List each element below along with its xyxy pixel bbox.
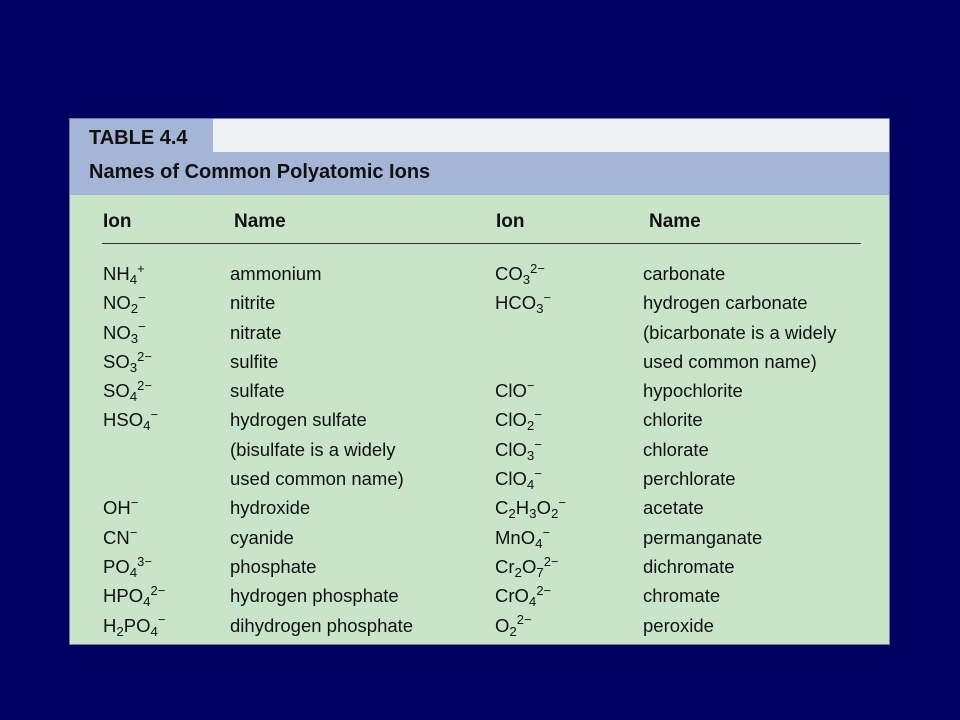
formula-part: NO (103, 292, 131, 314)
left-ion-name: cyanide (230, 526, 294, 548)
right-ion-formula (495, 376, 566, 405)
table-number: TABLE 4.4 (70, 119, 213, 153)
formula-part: − (157, 612, 166, 628)
left-ion-formula (103, 552, 165, 581)
formula-part: 4 (526, 477, 535, 493)
formula-part: − (558, 495, 566, 511)
left-ion-name: hydrogen phosphate (230, 585, 399, 607)
formula-part: − (534, 465, 542, 481)
formula-part: 4 (528, 594, 537, 610)
left-ion-formula (103, 493, 165, 522)
formula-part: − (534, 407, 542, 423)
left-ion-name: sulfate (230, 380, 285, 402)
formula-part: − (543, 290, 552, 306)
right-ion-name: chromate (643, 585, 721, 607)
formula-part: SO (103, 350, 130, 372)
formula-part: C (495, 497, 509, 519)
left-ion-formula (103, 376, 165, 405)
formula-part: ClO (495, 409, 527, 431)
formula-part: H (103, 614, 117, 636)
right-ion-name: perchlorate (643, 468, 736, 490)
right-ion-name: hydrogen carbonate (643, 292, 808, 314)
formula-part: 2− (530, 260, 545, 276)
formula-part: O (536, 497, 551, 519)
formula-part: CN (103, 526, 130, 548)
formula-part: HSO (103, 409, 144, 431)
row-spacer (495, 318, 566, 347)
formula-part: + (137, 260, 145, 276)
formula-part: 2 (526, 418, 535, 434)
formula-part: − (150, 407, 159, 423)
right-ion-formula (495, 611, 566, 640)
right-ion-formula (495, 493, 566, 522)
right-ion-formula (495, 523, 566, 552)
formula-part: 4 (129, 271, 138, 287)
left-ion-name: hydrogen sulfate (230, 409, 367, 431)
left-ion-formula (103, 288, 165, 317)
left-ion-name: phosphate (230, 555, 317, 577)
formula-part: OH (103, 497, 131, 519)
formula-part: 2− (137, 348, 152, 364)
formula-part: 2 (508, 506, 516, 522)
right-ion-formula (495, 464, 566, 493)
formula-part: 3− (137, 553, 152, 569)
formula-part: O (521, 555, 537, 577)
right-ion-formula (495, 552, 566, 581)
formula-part: PO (103, 555, 130, 577)
left-ion-formula (103, 259, 165, 288)
header-name-right: Name (649, 211, 701, 232)
left-ion-formula (103, 318, 165, 347)
left-ion-name: used common name) (230, 468, 404, 490)
right-ion-formula (495, 405, 566, 434)
left-ion-name: nitrate (230, 321, 282, 343)
right-ion-name: hypochlorite (643, 380, 743, 402)
right-ion-name: used common name) (643, 350, 817, 372)
header-ion-right: Ion (496, 211, 525, 232)
left-ion-name: (bisulfate is a widely (230, 438, 396, 460)
right-ion-name: peroxide (643, 614, 714, 636)
left-ion-column (103, 259, 165, 640)
formula-part: NH (103, 263, 130, 284)
left-ion-formula (103, 405, 165, 434)
left-name-column (230, 259, 413, 640)
right-ion-name: chlorite (643, 409, 703, 431)
formula-part: H (515, 497, 530, 519)
formula-part: MnO (495, 526, 536, 548)
tab-notch (213, 119, 889, 152)
right-ion-formula (495, 288, 566, 317)
left-ion-formula (103, 611, 165, 640)
formula-part: − (542, 524, 551, 540)
formula-part: CrO (495, 585, 529, 607)
formula-part: 2 (130, 301, 139, 317)
formula-part: − (526, 378, 535, 394)
formula-part: 3 (529, 506, 537, 522)
formula-part: 2− (150, 583, 166, 599)
left-ion-formula (103, 581, 165, 610)
formula-part: 2 (550, 506, 559, 522)
formula-part: PO (123, 614, 151, 636)
formula-part: 4 (129, 564, 138, 580)
formula-part: 3 (522, 271, 531, 287)
formula-part: 2 (509, 623, 517, 639)
left-ion-formula (103, 523, 165, 552)
left-ion-name: ammonium (230, 263, 322, 284)
formula-part: 2 (116, 623, 124, 639)
left-ion-name: hydroxide (230, 497, 311, 519)
formula-part: 3 (536, 301, 544, 317)
formula-part: ClO (495, 438, 527, 460)
right-ion-name: dichromate (643, 555, 735, 577)
right-ion-name: permanganate (643, 526, 763, 548)
right-ion-name: acetate (643, 497, 704, 519)
left-ion-name: dihydrogen phosphate (230, 614, 414, 636)
header-ion-left: Ion (103, 211, 132, 232)
right-ion-formula (495, 581, 566, 610)
formula-part: − (129, 524, 138, 540)
table-panel (69, 118, 890, 645)
formula-part: 3 (526, 447, 535, 463)
formula-part: HCO (495, 292, 537, 314)
formula-part: 2− (137, 378, 152, 394)
header-rule (102, 243, 861, 244)
right-ion-formula (495, 259, 566, 288)
formula-part: NO (103, 321, 131, 343)
right-ion-column (495, 259, 566, 640)
left-ion-formula (103, 347, 165, 376)
row-spacer (495, 347, 566, 376)
right-ion-name: chlorate (643, 438, 709, 460)
formula-part: 7 (536, 564, 544, 580)
formula-part: − (130, 495, 139, 511)
row-spacer (103, 435, 165, 464)
formula-part: Cr (495, 555, 515, 577)
left-ion-name: sulfite (230, 350, 279, 372)
right-ion-formula (495, 435, 566, 464)
right-name-column (643, 259, 836, 640)
right-ion-name: (bicarbonate is a widely (643, 321, 837, 343)
formula-part: − (138, 290, 146, 306)
formula-part: 4 (150, 623, 158, 639)
formula-part: 2− (536, 583, 552, 599)
left-ion-name: nitrite (230, 292, 276, 314)
formula-part: ClO (495, 468, 527, 490)
formula-part: SO (103, 380, 130, 402)
formula-part: 2 (514, 564, 522, 580)
formula-part: 3 (129, 359, 138, 375)
formula-part: − (534, 436, 542, 452)
right-ion-name: carbonate (643, 263, 726, 284)
formula-part: HPO (103, 585, 144, 607)
formula-part: 3 (130, 330, 139, 346)
formula-part: 2− (516, 612, 532, 628)
formula-part: CO (495, 263, 523, 284)
formula-part: ClO (495, 380, 527, 402)
header-name-left: Name (234, 211, 286, 232)
row-spacer (103, 464, 165, 493)
formula-part: 2− (543, 553, 559, 569)
formula-part: 4 (535, 535, 543, 551)
formula-part: 4 (143, 418, 151, 434)
formula-part: O (495, 614, 510, 636)
formula-part: − (138, 319, 146, 335)
table-title: Names of Common Polyatomic Ions (70, 152, 889, 195)
formula-part: 4 (129, 389, 138, 405)
formula-part: 4 (143, 594, 151, 610)
